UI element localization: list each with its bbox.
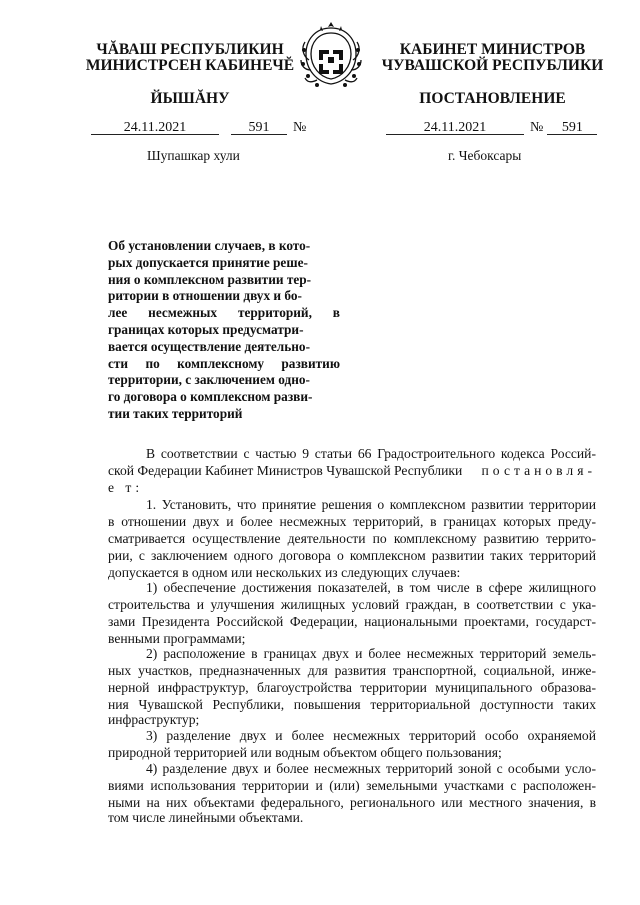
left-number: 591 <box>231 121 287 135</box>
header-right-line1: КАБИНЕТ МИНИСТРОВ <box>399 41 586 58</box>
right-number-sign: № <box>530 120 544 135</box>
s2-line-1: 2) расположение в границах двух и более несмежных территорий земель- <box>146 646 596 661</box>
left-date-number-row <box>91 118 306 136</box>
title-line: Об установлении случаев, в кото- <box>108 238 311 253</box>
p1-line-1: 1. Установить, что принятие решения о комплексном развитии территории <box>146 497 596 512</box>
intro-line-3: е т: <box>108 480 144 495</box>
intro-spaced-word: постановля- <box>481 463 596 478</box>
s1-line-4: венными программами; <box>108 631 246 646</box>
s4-line-2: виями использования территории и (или) земельными участками с расположен- <box>108 778 596 793</box>
s2-line-5: инфраструктур; <box>108 712 200 727</box>
s4-line-3: ными на них объектами федерального, регионального или местного значения, в <box>108 795 596 810</box>
left-city: Шупашкар хули <box>147 148 240 163</box>
left-number-sign: № <box>293 120 307 135</box>
right-date: 24.11.2021 <box>386 121 524 135</box>
p1-line-3: сматривается осуществление деятельности по комплексному развитию террито- <box>108 531 596 546</box>
s3-line-1: 3) разделение двух и более несмежных территорий особо охраняемой <box>146 728 596 743</box>
header-left-line1: ЧĂВАШ РЕСПУБЛИКИН <box>96 41 284 58</box>
title-line: лее несмежных территорий, в <box>108 305 340 321</box>
p1-line-5: допускается в одном или нескольких из следующих случаев: <box>108 565 461 580</box>
header-left-doc-type: ЙЫШĂНУ <box>150 90 230 107</box>
header-right-doc-type: ПОСТАНОВЛЕНИЕ <box>419 90 566 107</box>
s4-line-4: том числе линейными объектами. <box>108 810 304 825</box>
header-right-line2: ЧУВАШСКОЙ РЕСПУБЛИКИ <box>381 57 604 74</box>
s2-line-3: нерной инфраструктур, благоустройства территории муниципального образова- <box>108 680 596 695</box>
s4-line-1: 4) разделение двух и более несмежных территорий зоной с особыми усло- <box>146 761 596 776</box>
s1-line-3: зами Президента Российской Федерации, национальными проектами, государст- <box>108 614 596 629</box>
document-title <box>108 238 340 423</box>
s3-line-2: природной территорией или водным объектом общего пользования; <box>108 745 502 760</box>
right-city: г. Чебоксары <box>448 148 522 163</box>
s1-line-1: 1) обеспечение достижения показателей, в том числе в сфере жилищного <box>146 580 596 595</box>
s2-line-4: ния Чувашской Республики, повышения территориальной доступности таких <box>108 697 596 712</box>
header-right-org <box>370 42 615 74</box>
right-number: 591 <box>547 121 597 135</box>
s2-line-2: ных участков, предназначенных для развития транспортной, социальной, инже- <box>108 663 596 678</box>
header-left-line2: МИНИСТРСЕН КАБИНЕЧĔ <box>85 57 295 74</box>
title-line: тии таких территорий <box>108 405 243 421</box>
p1-line-4: рии, с заключением одного договора о комплексном развитии таких территорий <box>108 548 596 563</box>
header-left-org <box>75 42 305 74</box>
p1-line-2: в отношении двух и более несмежных территорий, в границах которых преду- <box>108 514 596 529</box>
left-date: 24.11.2021 <box>91 121 219 135</box>
title-line: го договора о комплексном разви- <box>108 389 313 405</box>
s1-line-2: строительства и улучшения жилищных условий граждан, в соответствии с ука- <box>108 597 596 612</box>
title-line: территории, с заключением одно- <box>108 372 310 388</box>
intro-line-2-text: ской Федерации Кабинет Министров Чувашской Республики <box>108 463 463 478</box>
title-line: рых допускается принятие реше- <box>108 254 308 270</box>
coat-of-arms-emblem <box>297 20 365 90</box>
title-line: сти по комплексному развитию <box>108 355 340 371</box>
title-line: ния о комплексном развитии тер- <box>108 271 312 287</box>
right-date-number-row <box>386 118 597 136</box>
title-line: границах которых предусматри- <box>108 321 304 337</box>
title-line: ритории в отношении двух и бо- <box>108 288 302 304</box>
intro-line-1: В соответствии с частью 9 статьи 66 Градостроительного кодекса Россий- <box>146 446 596 461</box>
title-line: вается осуществление деятельно- <box>108 338 310 354</box>
intro-line-2 <box>108 463 596 479</box>
